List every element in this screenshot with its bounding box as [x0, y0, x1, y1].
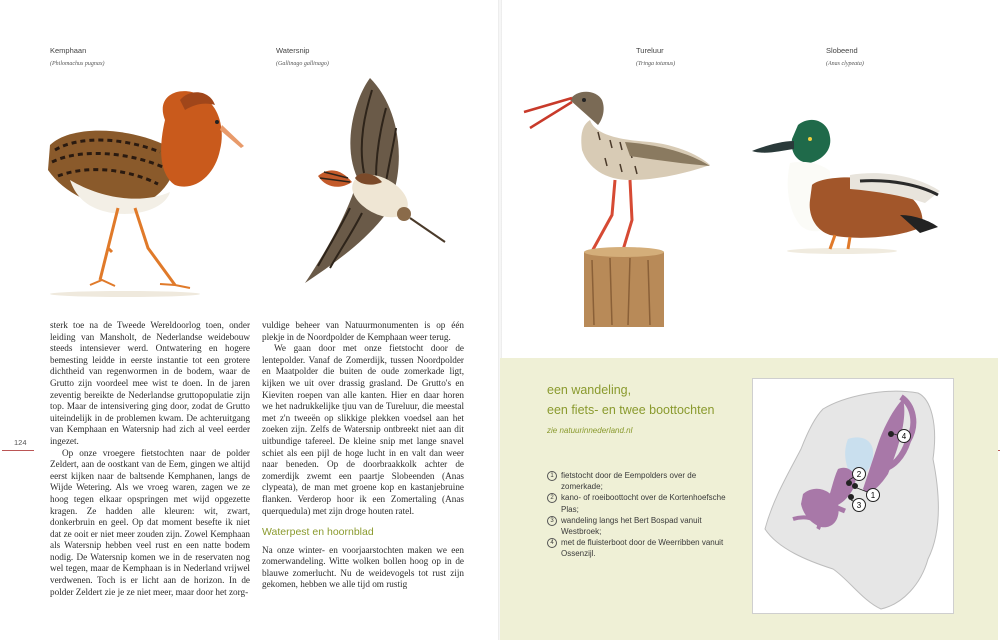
- route-item-text: kano- of roeiboottocht over de Kortenhoefsche Plas;: [561, 493, 726, 514]
- page-number-text: 124: [14, 438, 27, 447]
- text-column-2: [262, 320, 464, 591]
- watersnip-illustration: [300, 78, 460, 293]
- route-number-circle: 1: [547, 471, 557, 481]
- map-marker-label: 3: [856, 501, 862, 510]
- caption-title: Tureluur: [636, 46, 664, 55]
- caption-kemphaan: [50, 46, 105, 67]
- caption-tureluur: [636, 46, 675, 67]
- box-title-line: een wandeling,: [547, 383, 632, 397]
- map-marker-label: 1: [870, 491, 876, 500]
- caption-slobeend: [826, 46, 864, 67]
- route-number-circle: 3: [547, 516, 557, 526]
- paragraph: sterk toe na de Tweede Wereldoorlog toen, onder leiding van Mansholt, de Nederlandse weidebouw steeds intensiever werd. Ontwatering en hogere bemesting leidde in eerste instantie tot een grotere dichtheid van regenwormen in de bodem, waar de Grutto zijn voordeel mee wist te doen. In de jaren zeventig bereikte de Nederlandse gruttopopulatie zijn top. Maar de intensivering ging door, zodat de Grutto uiteindelijk in de problemen kwam. De achteruitgang van Kemphaan en Watersnip had zich al veel eerder ingezet.: [50, 320, 250, 446]
- netherlands-map: [752, 378, 954, 614]
- page-number-rule: [2, 450, 34, 451]
- caption-latin: (Tringa totanus): [636, 61, 676, 67]
- paragraph: Op onze vroegere fietstochten naar de polder Zeldert, aan de oostkant van de Eem, gingen we altijd eerst kijken naar de baltsende Kemphanen, langs de Wijde Wetering. Als we vroeg waren, zagen we ze hoog tegen elkaar opspringen met wijd opgezette kragen. Ze hadden alle kleuren: wit, zwart, donkerbruin en geel. Op dat moment besefte ik niet dat ze ooit er niet meer zouden zijn. Zowel Kemphaan als Watersnip hebben veel rust en een natte bodem nodig. De Watersnip komen we in de reservaten nog wel tegen, maar de Kemphaan is in Nederland vrijwel verdwenen. Toch is er licht aan de horizon. In de polder Zeldert zie je ze niet meer, maar door het zorg-: [50, 447, 250, 597]
- route-item-text: fietstocht door de Eempolders over de zomerkade;: [561, 471, 697, 492]
- route-number-circle: 2: [547, 493, 557, 503]
- route-list: [547, 470, 737, 560]
- section-heading: Waterpest en hoornblad: [262, 526, 374, 539]
- caption-latin: (Philomachus pugnax): [50, 61, 105, 67]
- slobeend-illustration: [750, 115, 940, 255]
- kemphaan-illustration: [30, 80, 250, 300]
- caption-latin: (Gallinago gallinago): [276, 61, 329, 67]
- tureluur-illustration: [520, 80, 720, 328]
- caption-title: Slobeend: [826, 46, 858, 55]
- website-reference: zie natuurinnederland.nl: [547, 426, 633, 435]
- box-title: [547, 380, 714, 420]
- route-item: [547, 515, 737, 537]
- caption-title: Kemphaan: [50, 46, 87, 55]
- caption-title: Watersnip: [276, 46, 310, 55]
- route-item-text: wandeling langs het Bert Bospad vanuit Westbroek;: [561, 515, 702, 537]
- box-title-line: een fiets- en twee boottochten: [547, 403, 715, 417]
- text-column-1: [50, 320, 250, 598]
- caption-latin: (Anas clypeata): [826, 61, 864, 67]
- route-item: [547, 492, 737, 514]
- route-item: [547, 537, 737, 559]
- route-item: [547, 470, 737, 492]
- route-item-text: met de fluisterboot door de Weerribben vanuit Ossenzijl.: [561, 538, 724, 559]
- map-graphic: [753, 379, 953, 613]
- paragraph: vuldige beheer van Natuurmonumenten is op één plekje in de Noordpolder de Kemphaan weer terug.: [262, 320, 464, 342]
- paragraph: We gaan door met onze fietstocht door de lentepolder. Vanaf de Zomerdijk, tussen Noordpolder en Maatpolder die buiten de oude zomerkade ligt, kijken we uit over drassig grasland. De Grutto's en Kieviten roepen van alle kanten. Hier en daar horen we het nadrukkelijke tjuu van de Tureluur, die meestal met z'n tweeën op slikkige plekken voedsel aan het zoeken zijn. Zelfs de Watersnip ontbreekt niet aan dit uitbundige tafereel. De kleine snip met lange snavel schiet als een pijl de hoge lucht in en valt dan weer naar beneden. Op de doorbraakkolk achter de zomerdijk zwemt een paartje Slobeenden (Anas clypeata), de man met groene kop en kastanjebruine flanken. Verderop hoor ik een Zomertaling (Anas querquedula) met zijn droge houten ratel.: [262, 343, 464, 516]
- map-marker-label: 2: [856, 470, 862, 479]
- map-marker-label: 4: [901, 432, 907, 441]
- page-number-left: [2, 438, 34, 451]
- paragraph: Na onze winter- en voorjaarstochten maken we een zomerwandeling. Witte wolken bollen hoog op in de blauwe zomerlucht. Nu de weidevogels tot rust zijn gekomen, hebben we alle tijd om rustig: [262, 544, 464, 590]
- caption-watersnip: [276, 46, 329, 67]
- route-number-circle: 4: [547, 538, 557, 548]
